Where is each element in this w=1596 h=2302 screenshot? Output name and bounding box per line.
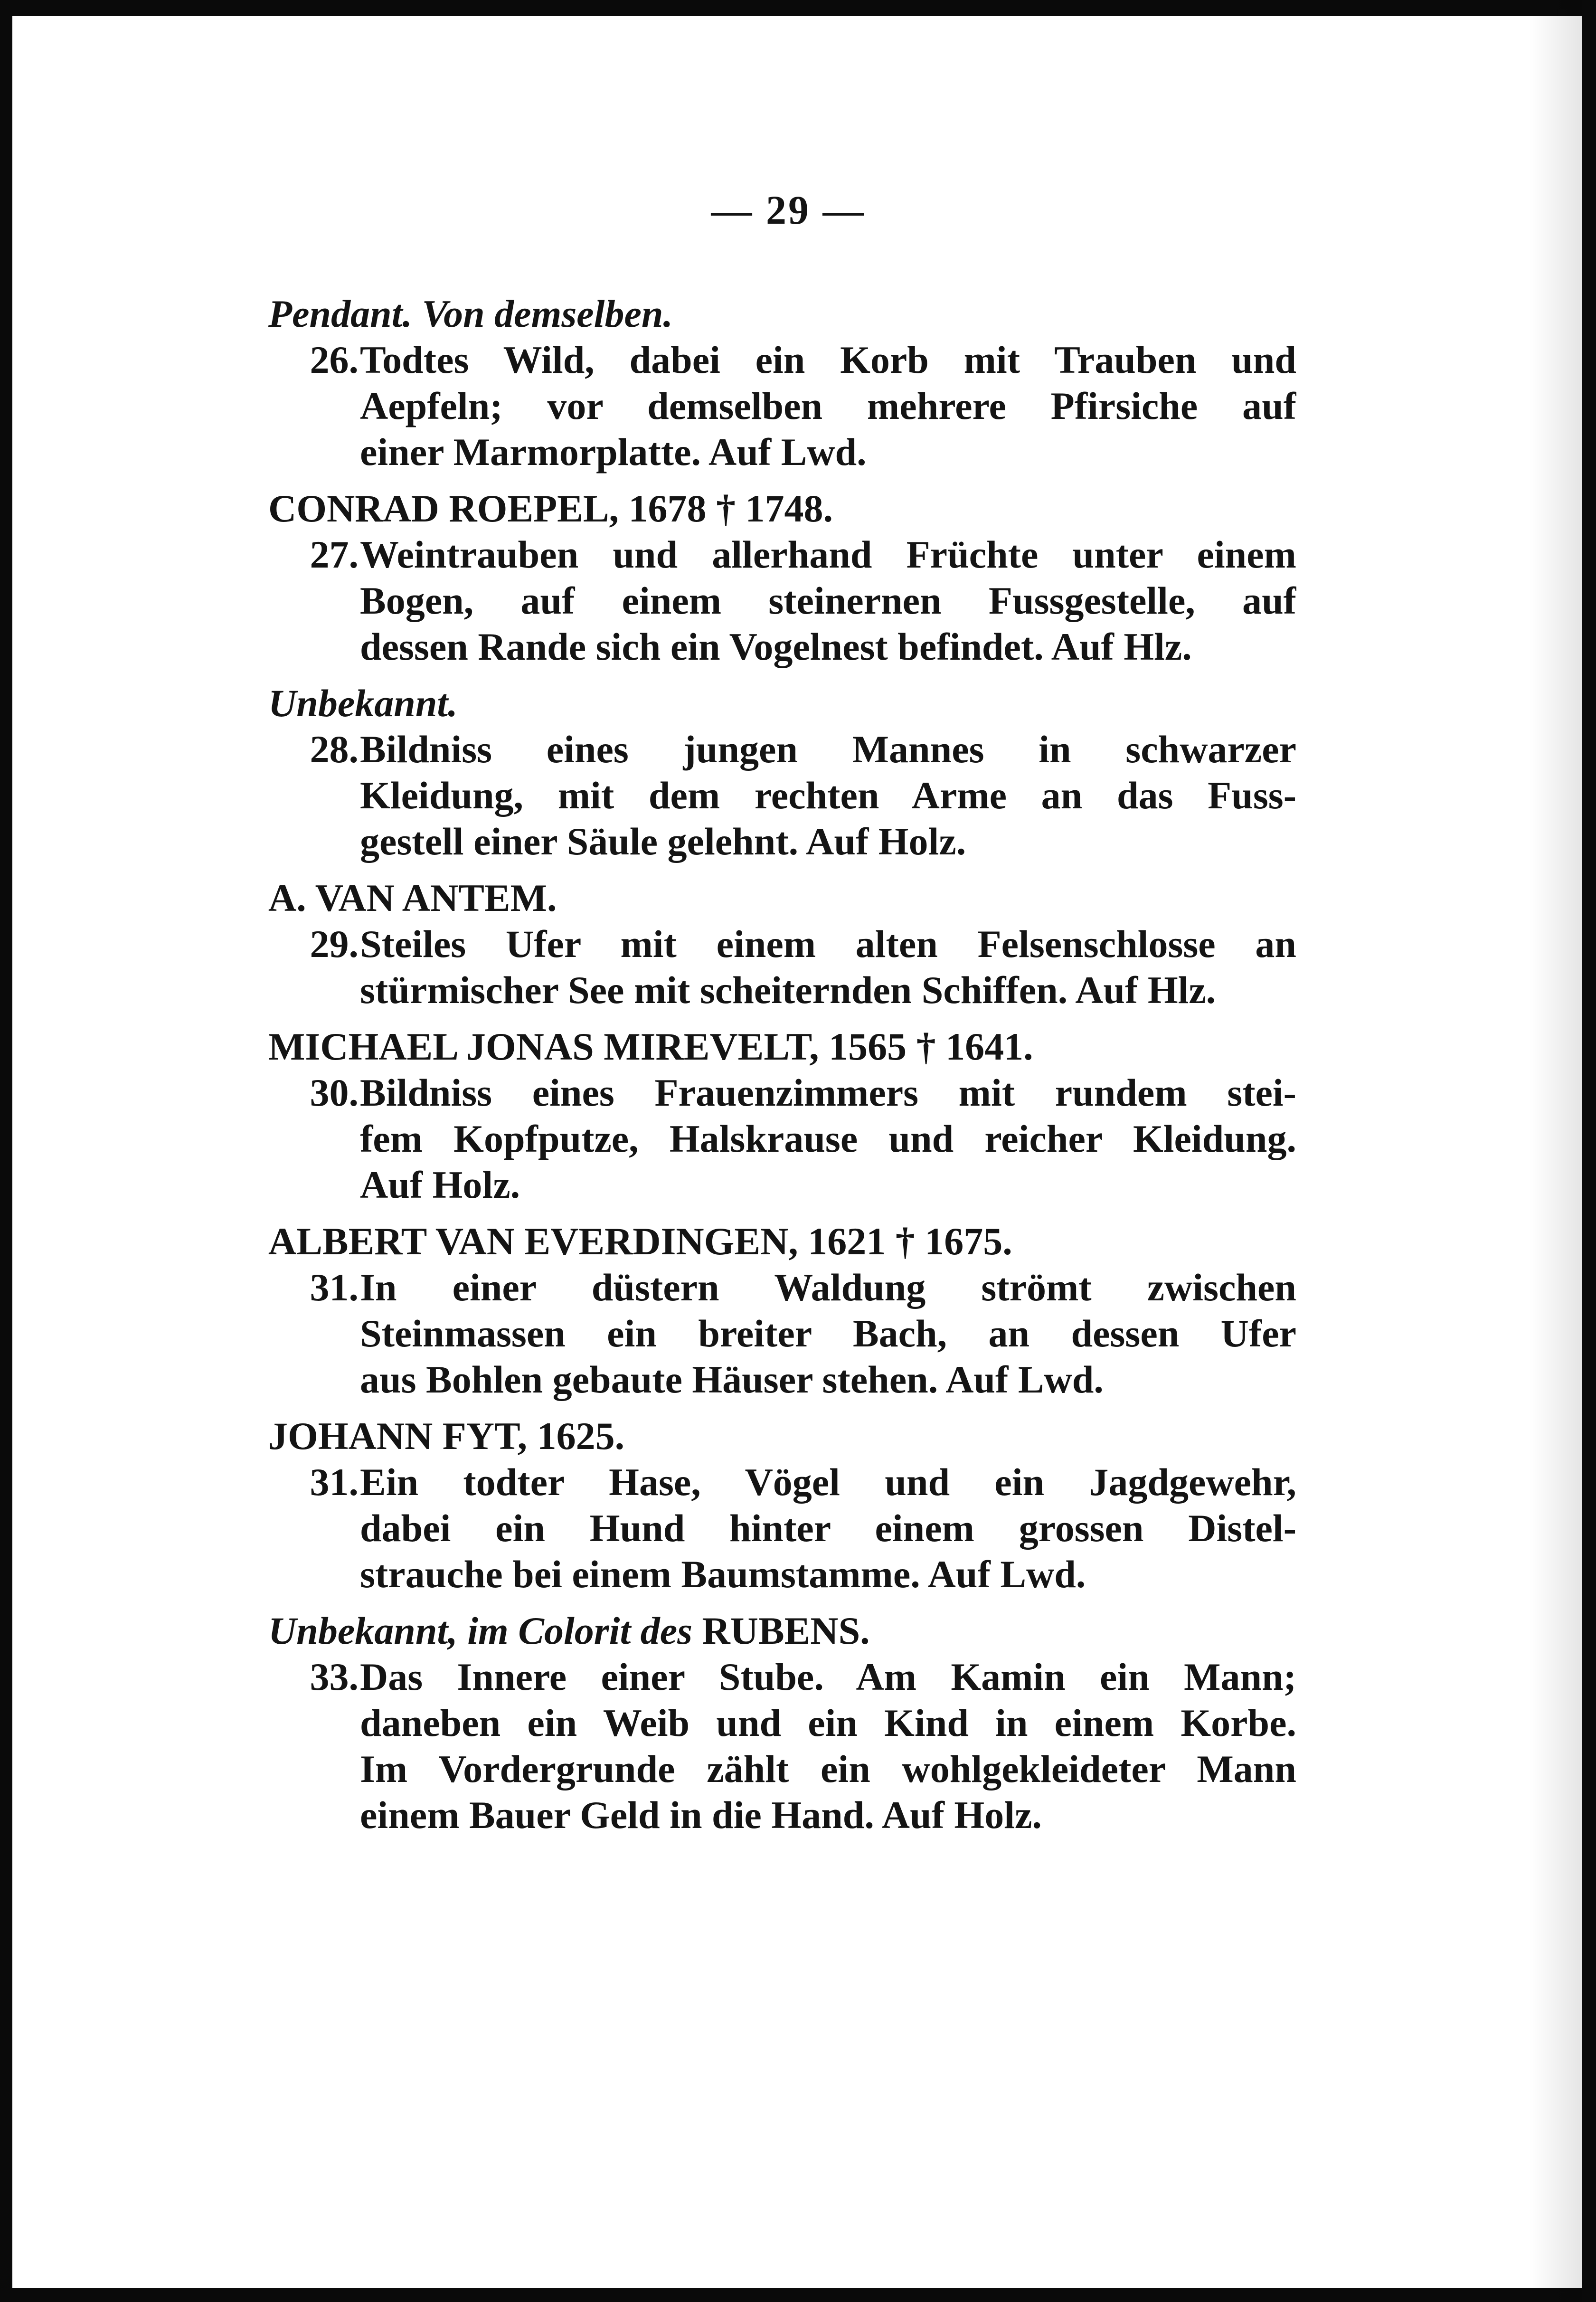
entry-text-line: Ein todter Hase, Vögel und ein Jagdgewehr, — [360, 1460, 1296, 1504]
catalog-entry — [268, 1070, 1296, 1208]
section-heading — [268, 1413, 1296, 1459]
heading-artist-text: ALBERT VAN EVERDINGEN, 1621 † 1675. — [268, 1220, 1012, 1263]
section-heading — [268, 485, 1296, 531]
heading-artist-text: MICHAEL JONAS MIREVELT, 1565 † 1641. — [268, 1025, 1033, 1068]
entry-text-line: Bildniss eines Frauenzimmers mit rundem stei- — [360, 1071, 1296, 1114]
entry-text-line: Steiles Ufer mit einem alten Felsenschlosse an — [360, 922, 1296, 966]
entry-number: 31. — [310, 1460, 359, 1504]
entry-number: 33. — [310, 1655, 359, 1698]
scan-border-right — [1582, 0, 1596, 2302]
heading-artist-text: A. VAN ANTEM. — [268, 876, 557, 919]
section-heading — [268, 875, 1296, 921]
entry-text-line: stürmischer See mit scheiternden Schiffen. Auf Hlz. — [360, 968, 1216, 1012]
entry-text-line: dabei ein Hund hinter einem grossen Distel- — [360, 1506, 1296, 1550]
entry-text-line: strauche bei einem Baumstamme. Auf Lwd. — [360, 1553, 1086, 1596]
page-edge-shadow — [1530, 0, 1582, 2302]
scan-border-top — [0, 0, 1596, 16]
entry-text-line: fem Kopfputze, Halskrause und reicher Kleidung. — [360, 1117, 1296, 1160]
entry-text-line: Weintrauben und allerhand Früchte unter einem — [360, 533, 1296, 576]
section-heading — [268, 1218, 1296, 1264]
catalog-entry — [268, 531, 1296, 670]
entry-number: 27. — [310, 533, 359, 576]
entry-number: 26. — [310, 338, 359, 381]
entry-text-line: Im Vordergrunde zählt ein wohlgekleideter Mann — [360, 1747, 1296, 1790]
entry-text-line: Auf Holz. — [360, 1163, 520, 1206]
scan-border-left — [0, 0, 12, 2302]
catalog-entry — [268, 337, 1296, 475]
entry-number: 28. — [310, 728, 359, 771]
section-heading — [268, 291, 1296, 337]
entry-text-line: Aepfeln; vor demselben mehrere Pfirsiche auf — [360, 384, 1296, 427]
heading-italic-text: Unbekannt, im Colorit des — [268, 1609, 693, 1652]
entry-text-line: Kleidung, mit dem rechten Arme an das Fuss- — [360, 774, 1296, 817]
section-heading — [268, 1608, 1296, 1654]
entry-text-line: Das Innere einer Stube. Am Kamin ein Mann; — [360, 1655, 1296, 1698]
entry-number: 29. — [310, 922, 359, 966]
scan-border-bottom — [0, 2288, 1596, 2302]
heading-italic-text: Unbekannt. — [268, 682, 458, 725]
entry-text-line: aus Bohlen gebaute Häuser stehen. Auf Lwd. — [360, 1358, 1104, 1401]
entry-text-line: Bogen, auf einem steinernen Fussgestelle, auf — [360, 579, 1296, 622]
heading-artist-text: RUBENS. — [702, 1609, 870, 1652]
section-heading — [268, 1023, 1296, 1070]
catalog-entry — [268, 1459, 1296, 1597]
catalog-text — [268, 291, 1296, 1838]
heading-artist-text: CONRAD ROEPEL, 1678 † 1748. — [268, 487, 833, 530]
entry-text-line: einer Marmorplatte. Auf Lwd. — [360, 430, 867, 474]
heading-artist-text: JOHANN FYT, 1625. — [268, 1414, 625, 1458]
catalog-entry — [268, 1654, 1296, 1838]
heading-italic-text: Pendant. Von demselben. — [268, 292, 673, 335]
entry-number: 31. — [310, 1266, 359, 1309]
catalog-entry — [268, 921, 1296, 1013]
entry-text-line: gestell einer Säule gelehnt. Auf Holz. — [360, 820, 966, 863]
entry-text-line: In einer düstern Waldung strömt zwischen — [360, 1266, 1296, 1309]
catalog-entry — [268, 726, 1296, 864]
entry-text-line: daneben ein Weib und ein Kind in einem Korbe. — [360, 1701, 1296, 1744]
entry-text-line: einem Bauer Geld in die Hand. Auf Holz. — [360, 1793, 1042, 1837]
page-number: — 29 — — [711, 187, 866, 233]
entry-number: 30. — [310, 1071, 359, 1114]
entry-text-line: Bildniss eines jungen Mannes in schwarzer — [360, 728, 1296, 771]
catalog-entry — [268, 1264, 1296, 1402]
entry-text-line: dessen Rande sich ein Vogelnest befindet. Auf Hlz. — [360, 625, 1192, 668]
entry-text-line: Todtes Wild, dabei ein Korb mit Trauben und — [360, 338, 1296, 381]
entry-text-line: Steinmassen ein breiter Bach, an dessen Ufer — [360, 1312, 1296, 1355]
section-heading — [268, 680, 1296, 726]
